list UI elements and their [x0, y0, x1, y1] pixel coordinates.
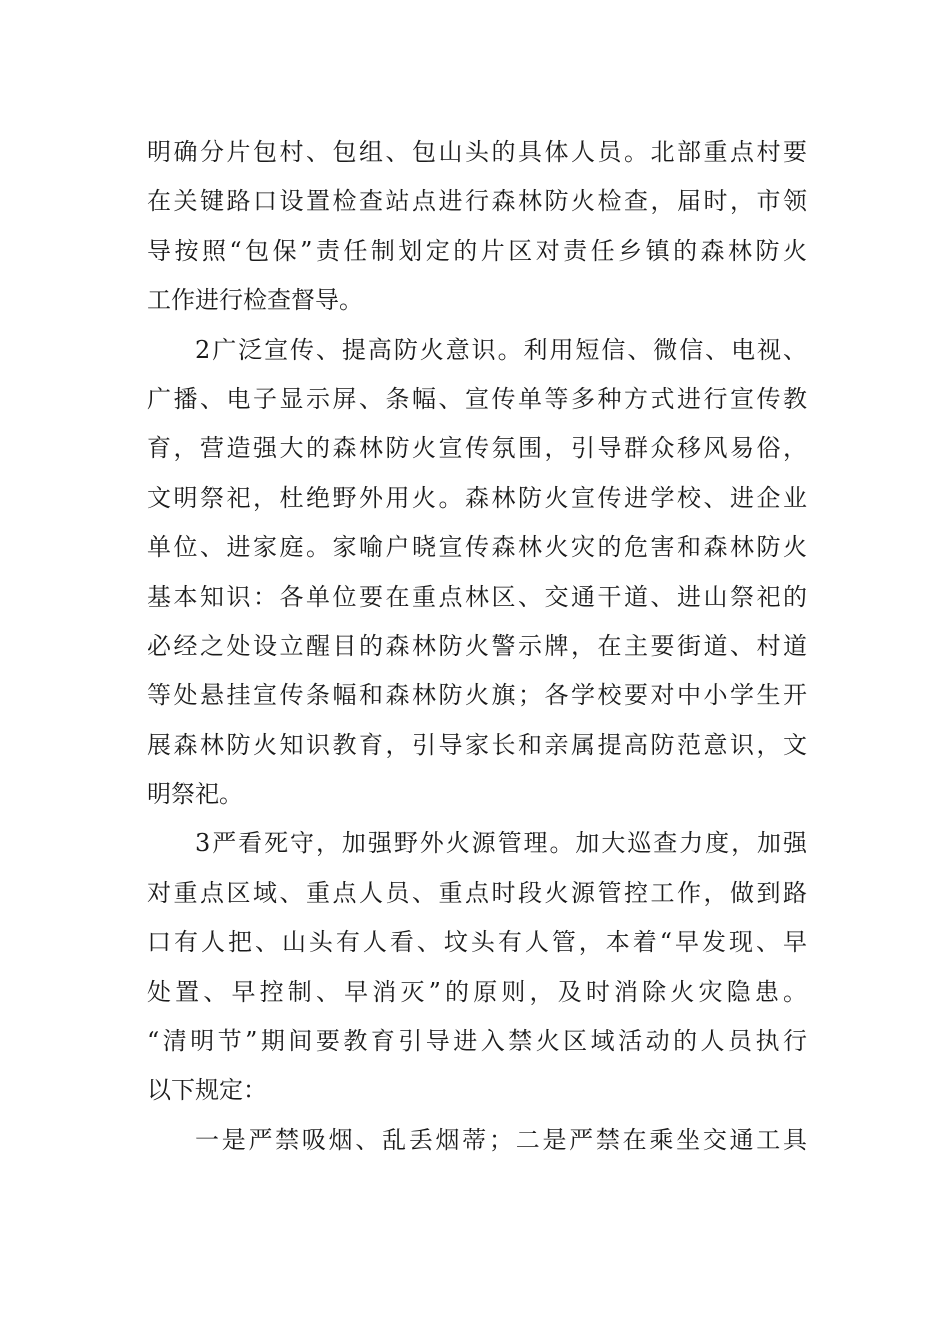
text-line: 以下规定： [147, 1076, 267, 1105]
document-body [147, 128, 807, 1165]
text-line: 处置、早控制、早消灭”的原则，及时消除火灾隐患。 [147, 977, 807, 1006]
text-line: “清明节”期间要教育引导进入禁火区域活动的人员执行 [147, 1027, 807, 1056]
paragraph [147, 1116, 807, 1165]
paragraph [147, 128, 807, 326]
text-line: 3严看死守，加强野外火源管理。加大巡查力度，加强 [195, 829, 807, 858]
text-line: 必经之处设立醒目的森林防火警示牌，在主要街道、村道 [147, 631, 807, 660]
text-line: 育，营造强大的森林防火宣传氛围，引导群众移风易俗， [147, 434, 807, 463]
text-line: 工作进行检查督导。 [147, 286, 363, 315]
paragraph [147, 326, 807, 820]
text-line: 基本知识：各单位要在重点林区、交通干道、进山祭祀的 [147, 582, 807, 611]
text-line: 导按照“包保”责任制划定的片区对责任乡镇的森林防火 [147, 236, 807, 265]
paragraph [147, 819, 807, 1115]
text-line: 2广泛宣传、提高防火意识。利用短信、微信、电视、 [195, 335, 807, 364]
text-line: 口有人把、山头有人看、坟头有人管，本着“早发现、早 [147, 928, 807, 957]
text-line: 明确分片包村、包组、包山头的具体人员。北部重点村要 [147, 138, 807, 166]
text-line: 展森林防火知识教育，引导家长和亲属提高防范意识，文 [147, 730, 807, 759]
text-line: 在关键路口设置检查站点进行森林防火检查，届时，市领 [147, 187, 807, 216]
text-line: 明祭祀。 [147, 780, 243, 809]
text-line: 等处悬挂宣传条幅和森林防火旗；各学校要对中小学生开 [147, 681, 807, 710]
text-line: 对重点区域、重点人员、重点时段火源管控工作，做到路 [147, 878, 807, 907]
text-line: 单位、进家庭。家喻户晓宣传森林火灾的危害和森林防火 [147, 533, 807, 562]
text-line: 广播、电子显示屏、条幅、宣传单等多种方式进行宣传教 [147, 384, 807, 413]
text-line: 一是严禁吸烟、乱丢烟蒂；二是严禁在乘坐交通工具 [195, 1125, 807, 1154]
text-line: 文明祭祀，杜绝野外用火。森林防火宣传进学校、进企业 [147, 483, 807, 512]
